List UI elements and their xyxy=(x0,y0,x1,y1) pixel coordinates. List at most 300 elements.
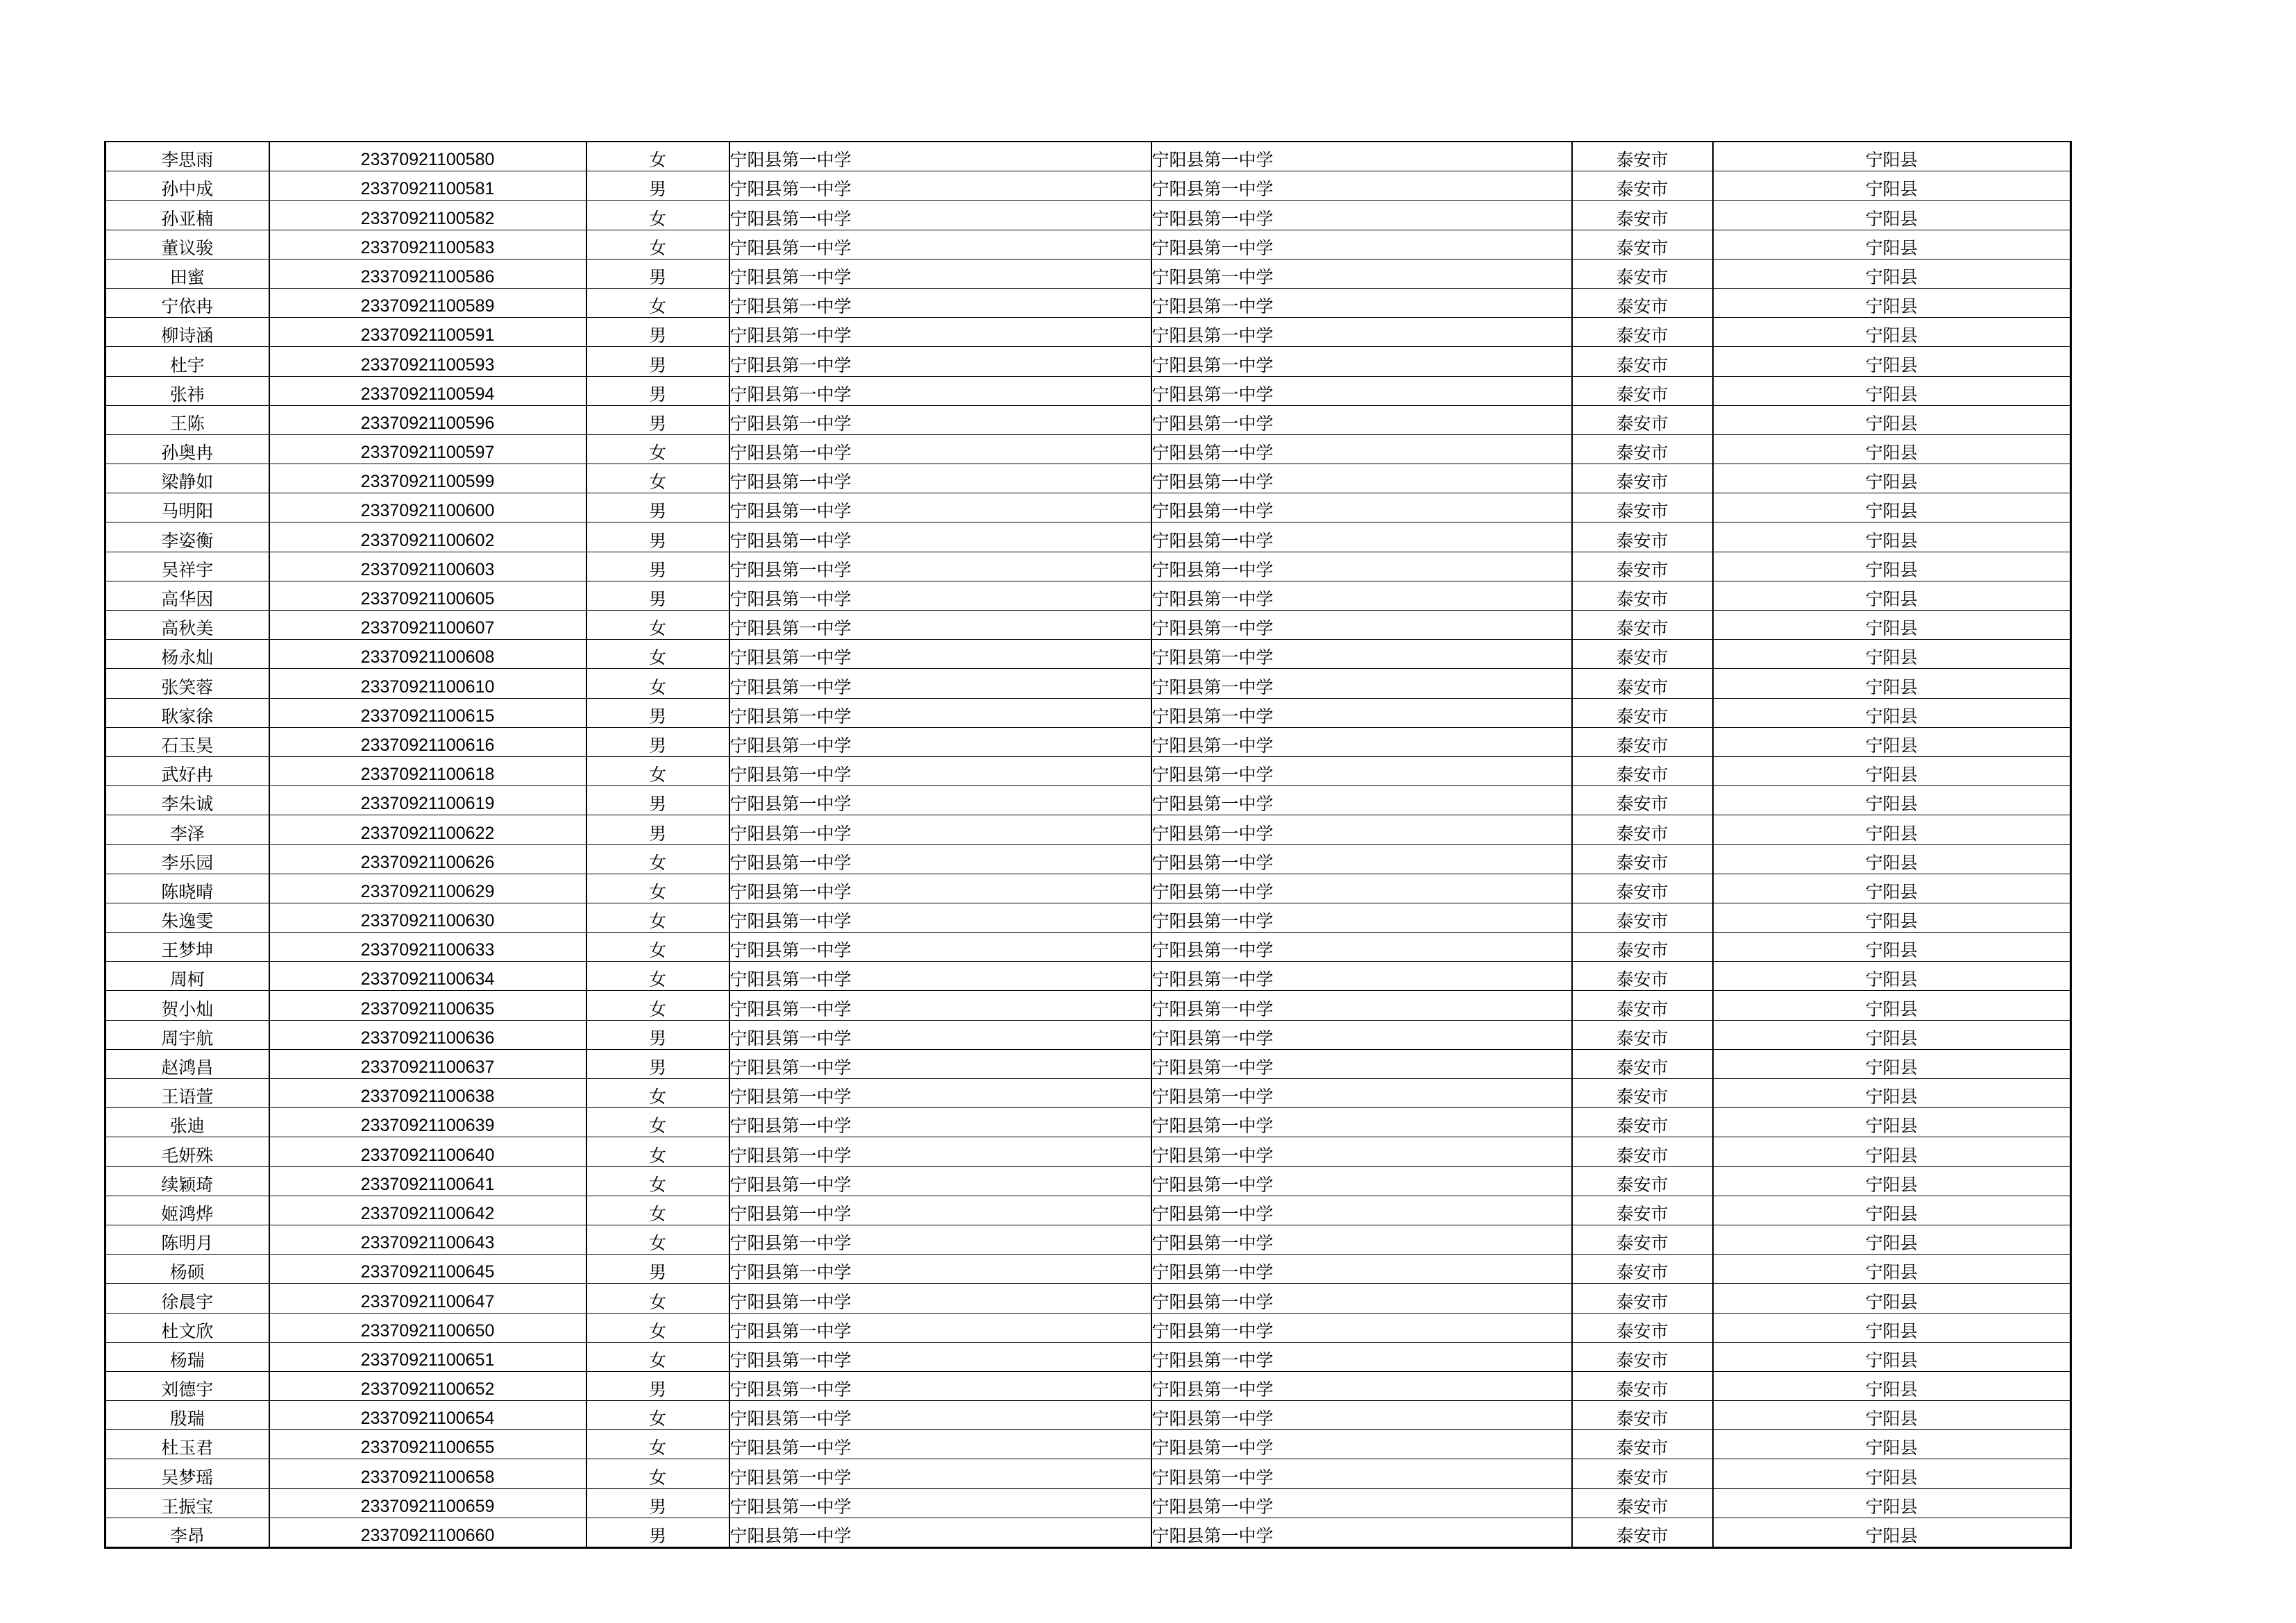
gender-cell: 女 xyxy=(586,1313,729,1342)
student-name-cell: 刘德宇 xyxy=(105,1371,269,1400)
table-row xyxy=(105,522,2071,552)
county-cell: 宁阳县 xyxy=(1713,1430,2071,1459)
school-cell: 宁阳县第一中学 xyxy=(729,756,1151,785)
county-cell: 宁阳县 xyxy=(1713,171,2071,201)
county-cell: 宁阳县 xyxy=(1713,1313,2071,1342)
table-row xyxy=(105,376,2071,405)
student-name-cell: 吴梦瑶 xyxy=(105,1459,269,1488)
table-row xyxy=(105,552,2071,581)
student-name-cell: 王语萱 xyxy=(105,1079,269,1108)
school-cell: 宁阳县第一中学 xyxy=(729,1488,1151,1518)
school-cell: 宁阳县第一中学 xyxy=(729,142,1151,171)
school-cell: 宁阳县第一中学 xyxy=(729,552,1151,581)
exam-number-cell: 23370921100660 xyxy=(269,1518,586,1547)
exam-number-cell: 23370921100654 xyxy=(269,1401,586,1430)
exam-number-cell: 23370921100586 xyxy=(269,259,586,288)
county-cell: 宁阳县 xyxy=(1713,142,2071,171)
student-name-cell: 高华因 xyxy=(105,581,269,610)
exam-number-cell: 23370921100633 xyxy=(269,933,586,962)
city-cell: 泰安市 xyxy=(1572,1459,1713,1488)
student-name-cell: 张笑蓉 xyxy=(105,669,269,698)
city-cell: 泰安市 xyxy=(1572,347,1713,376)
school-cell: 宁阳县第一中学 xyxy=(729,1342,1151,1371)
city-cell: 泰安市 xyxy=(1572,318,1713,347)
gender-cell: 女 xyxy=(586,1342,729,1371)
county-cell: 宁阳县 xyxy=(1713,727,2071,756)
gender-cell: 男 xyxy=(586,786,729,815)
county-cell: 宁阳县 xyxy=(1713,903,2071,932)
graduation-school-cell: 宁阳县第一中学 xyxy=(1151,698,1572,727)
table-row xyxy=(105,640,2071,669)
gender-cell: 女 xyxy=(586,844,729,874)
school-cell: 宁阳县第一中学 xyxy=(729,581,1151,610)
exam-number-cell: 23370921100597 xyxy=(269,434,586,464)
gender-cell: 女 xyxy=(586,230,729,259)
city-cell: 泰安市 xyxy=(1572,991,1713,1020)
exam-number-cell: 23370921100651 xyxy=(269,1342,586,1371)
graduation-school-cell: 宁阳县第一中学 xyxy=(1151,493,1572,522)
graduation-school-cell: 宁阳县第一中学 xyxy=(1151,1196,1572,1225)
table-row xyxy=(105,727,2071,756)
graduation-school-cell: 宁阳县第一中学 xyxy=(1151,874,1572,903)
graduation-school-cell: 宁阳县第一中学 xyxy=(1151,1137,1572,1166)
city-cell: 泰安市 xyxy=(1572,1137,1713,1166)
school-cell: 宁阳县第一中学 xyxy=(729,1225,1151,1254)
student-name-cell: 朱逸雯 xyxy=(105,903,269,932)
graduation-school-cell: 宁阳县第一中学 xyxy=(1151,1166,1572,1196)
city-cell: 泰安市 xyxy=(1572,1518,1713,1547)
gender-cell: 女 xyxy=(586,1401,729,1430)
graduation-school-cell: 宁阳县第一中学 xyxy=(1151,786,1572,815)
student-name-cell: 毛妍殊 xyxy=(105,1137,269,1166)
table-row xyxy=(105,434,2071,464)
gender-cell: 女 xyxy=(586,201,729,230)
student-name-cell: 陈晓晴 xyxy=(105,874,269,903)
county-cell: 宁阳县 xyxy=(1713,1079,2071,1108)
graduation-school-cell: 宁阳县第一中学 xyxy=(1151,464,1572,493)
student-name-cell: 杨永灿 xyxy=(105,640,269,669)
exam-number-cell: 23370921100642 xyxy=(269,1196,586,1225)
county-cell: 宁阳县 xyxy=(1713,1020,2071,1049)
gender-cell: 女 xyxy=(586,962,729,991)
gender-cell: 男 xyxy=(586,815,729,844)
student-name-cell: 宁依冉 xyxy=(105,288,269,317)
city-cell: 泰安市 xyxy=(1572,640,1713,669)
school-cell: 宁阳县第一中学 xyxy=(729,318,1151,347)
gender-cell: 男 xyxy=(586,1371,729,1400)
graduation-school-cell: 宁阳县第一中学 xyxy=(1151,815,1572,844)
student-name-cell: 梁静如 xyxy=(105,464,269,493)
exam-number-cell: 23370921100655 xyxy=(269,1430,586,1459)
table-row xyxy=(105,1401,2071,1430)
exam-number-cell: 23370921100615 xyxy=(269,698,586,727)
table-row xyxy=(105,1166,2071,1196)
graduation-school-cell: 宁阳县第一中学 xyxy=(1151,434,1572,464)
exam-number-cell: 23370921100610 xyxy=(269,669,586,698)
graduation-school-cell: 宁阳县第一中学 xyxy=(1151,230,1572,259)
gender-cell: 男 xyxy=(586,727,729,756)
graduation-school-cell: 宁阳县第一中学 xyxy=(1151,376,1572,405)
student-name-cell: 陈明月 xyxy=(105,1225,269,1254)
student-name-cell: 殷瑞 xyxy=(105,1401,269,1430)
gender-cell: 女 xyxy=(586,1108,729,1137)
county-cell: 宁阳县 xyxy=(1713,1166,2071,1196)
county-cell: 宁阳县 xyxy=(1713,1401,2071,1430)
school-cell: 宁阳县第一中学 xyxy=(729,405,1151,434)
student-name-cell: 柳诗涵 xyxy=(105,318,269,347)
table-row xyxy=(105,874,2071,903)
student-name-cell: 姬鸿烨 xyxy=(105,1196,269,1225)
table-row xyxy=(105,1488,2071,1518)
gender-cell: 男 xyxy=(586,1255,729,1284)
table-row xyxy=(105,1137,2071,1166)
student-name-cell: 武好冉 xyxy=(105,756,269,785)
school-cell: 宁阳县第一中学 xyxy=(729,727,1151,756)
table-row xyxy=(105,201,2071,230)
gender-cell: 女 xyxy=(586,1430,729,1459)
gender-cell: 女 xyxy=(586,756,729,785)
school-cell: 宁阳县第一中学 xyxy=(729,611,1151,640)
roster-body xyxy=(105,142,2071,1548)
gender-cell: 男 xyxy=(586,522,729,552)
gender-cell: 女 xyxy=(586,1137,729,1166)
table-row xyxy=(105,1342,2071,1371)
county-cell: 宁阳县 xyxy=(1713,552,2071,581)
gender-cell: 男 xyxy=(586,1488,729,1518)
school-cell: 宁阳县第一中学 xyxy=(729,230,1151,259)
table-row xyxy=(105,230,2071,259)
graduation-school-cell: 宁阳县第一中学 xyxy=(1151,288,1572,317)
school-cell: 宁阳县第一中学 xyxy=(729,903,1151,932)
student-name-cell: 杜宇 xyxy=(105,347,269,376)
exam-number-cell: 23370921100645 xyxy=(269,1255,586,1284)
exam-number-cell: 23370921100600 xyxy=(269,493,586,522)
table-row xyxy=(105,903,2071,932)
graduation-school-cell: 宁阳县第一中学 xyxy=(1151,1020,1572,1049)
county-cell: 宁阳县 xyxy=(1713,669,2071,698)
student-name-cell: 李昂 xyxy=(105,1518,269,1547)
student-name-cell: 田蜜 xyxy=(105,259,269,288)
table-row xyxy=(105,1459,2071,1488)
school-cell: 宁阳县第一中学 xyxy=(729,259,1151,288)
school-cell: 宁阳县第一中学 xyxy=(729,376,1151,405)
exam-number-cell: 23370921100629 xyxy=(269,874,586,903)
table-row xyxy=(105,786,2071,815)
graduation-school-cell: 宁阳县第一中学 xyxy=(1151,1430,1572,1459)
county-cell: 宁阳县 xyxy=(1713,815,2071,844)
county-cell: 宁阳县 xyxy=(1713,1371,2071,1400)
exam-number-cell: 23370921100582 xyxy=(269,201,586,230)
table-row xyxy=(105,288,2071,317)
graduation-school-cell: 宁阳县第一中学 xyxy=(1151,142,1572,171)
city-cell: 泰安市 xyxy=(1572,581,1713,610)
gender-cell: 男 xyxy=(586,1518,729,1547)
school-cell: 宁阳县第一中学 xyxy=(729,288,1151,317)
exam-number-cell: 23370921100594 xyxy=(269,376,586,405)
school-cell: 宁阳县第一中学 xyxy=(729,844,1151,874)
school-cell: 宁阳县第一中学 xyxy=(729,1430,1151,1459)
county-cell: 宁阳县 xyxy=(1713,405,2071,434)
graduation-school-cell: 宁阳县第一中学 xyxy=(1151,522,1572,552)
student-name-cell: 周柯 xyxy=(105,962,269,991)
school-cell: 宁阳县第一中学 xyxy=(729,464,1151,493)
table-row xyxy=(105,669,2071,698)
gender-cell: 女 xyxy=(586,874,729,903)
roster-sheet xyxy=(104,141,2070,1549)
gender-cell: 女 xyxy=(586,1166,729,1196)
city-cell: 泰安市 xyxy=(1572,1108,1713,1137)
school-cell: 宁阳县第一中学 xyxy=(729,698,1151,727)
exam-number-cell: 23370921100640 xyxy=(269,1137,586,1166)
school-cell: 宁阳县第一中学 xyxy=(729,1255,1151,1284)
school-cell: 宁阳县第一中学 xyxy=(729,1079,1151,1108)
exam-number-cell: 23370921100603 xyxy=(269,552,586,581)
student-name-cell: 杨硕 xyxy=(105,1255,269,1284)
exam-number-cell: 23370921100589 xyxy=(269,288,586,317)
table-row xyxy=(105,1284,2071,1313)
graduation-school-cell: 宁阳县第一中学 xyxy=(1151,1049,1572,1078)
gender-cell: 男 xyxy=(586,318,729,347)
exam-number-cell: 23370921100641 xyxy=(269,1166,586,1196)
gender-cell: 男 xyxy=(586,347,729,376)
gender-cell: 女 xyxy=(586,1079,729,1108)
gender-cell: 男 xyxy=(586,1020,729,1049)
table-row xyxy=(105,259,2071,288)
county-cell: 宁阳县 xyxy=(1713,611,2071,640)
city-cell: 泰安市 xyxy=(1572,1284,1713,1313)
student-name-cell: 王梦坤 xyxy=(105,933,269,962)
student-name-cell: 续颖琦 xyxy=(105,1166,269,1196)
gender-cell: 女 xyxy=(586,903,729,932)
city-cell: 泰安市 xyxy=(1572,259,1713,288)
city-cell: 泰安市 xyxy=(1572,1371,1713,1400)
county-cell: 宁阳县 xyxy=(1713,991,2071,1020)
city-cell: 泰安市 xyxy=(1572,1255,1713,1284)
student-name-cell: 高秋美 xyxy=(105,611,269,640)
student-roster-table xyxy=(104,141,2072,1549)
graduation-school-cell: 宁阳县第一中学 xyxy=(1151,611,1572,640)
exam-number-cell: 23370921100580 xyxy=(269,142,586,171)
school-cell: 宁阳县第一中学 xyxy=(729,815,1151,844)
school-cell: 宁阳县第一中学 xyxy=(729,874,1151,903)
city-cell: 泰安市 xyxy=(1572,962,1713,991)
exam-number-cell: 23370921100583 xyxy=(269,230,586,259)
exam-number-cell: 23370921100630 xyxy=(269,903,586,932)
city-cell: 泰安市 xyxy=(1572,201,1713,230)
graduation-school-cell: 宁阳县第一中学 xyxy=(1151,581,1572,610)
student-name-cell: 孙亚楠 xyxy=(105,201,269,230)
county-cell: 宁阳县 xyxy=(1713,201,2071,230)
graduation-school-cell: 宁阳县第一中学 xyxy=(1151,171,1572,201)
student-name-cell: 周宇航 xyxy=(105,1020,269,1049)
school-cell: 宁阳县第一中学 xyxy=(729,1108,1151,1137)
table-row xyxy=(105,581,2071,610)
city-cell: 泰安市 xyxy=(1572,522,1713,552)
school-cell: 宁阳县第一中学 xyxy=(729,962,1151,991)
exam-number-cell: 23370921100647 xyxy=(269,1284,586,1313)
county-cell: 宁阳县 xyxy=(1713,288,2071,317)
county-cell: 宁阳县 xyxy=(1713,493,2071,522)
county-cell: 宁阳县 xyxy=(1713,933,2071,962)
table-row xyxy=(105,464,2071,493)
student-name-cell: 孙中成 xyxy=(105,171,269,201)
city-cell: 泰安市 xyxy=(1572,844,1713,874)
city-cell: 泰安市 xyxy=(1572,493,1713,522)
city-cell: 泰安市 xyxy=(1572,698,1713,727)
student-name-cell: 赵鸿昌 xyxy=(105,1049,269,1078)
student-name-cell: 张祎 xyxy=(105,376,269,405)
graduation-school-cell: 宁阳县第一中学 xyxy=(1151,1342,1572,1371)
school-cell: 宁阳县第一中学 xyxy=(729,640,1151,669)
exam-number-cell: 23370921100605 xyxy=(269,581,586,610)
county-cell: 宁阳县 xyxy=(1713,464,2071,493)
exam-number-cell: 23370921100636 xyxy=(269,1020,586,1049)
student-name-cell: 张迪 xyxy=(105,1108,269,1137)
city-cell: 泰安市 xyxy=(1572,1079,1713,1108)
graduation-school-cell: 宁阳县第一中学 xyxy=(1151,640,1572,669)
gender-cell: 女 xyxy=(586,991,729,1020)
student-name-cell: 吴祥宇 xyxy=(105,552,269,581)
county-cell: 宁阳县 xyxy=(1713,1255,2071,1284)
school-cell: 宁阳县第一中学 xyxy=(729,434,1151,464)
county-cell: 宁阳县 xyxy=(1713,581,2071,610)
table-row xyxy=(105,493,2071,522)
gender-cell: 男 xyxy=(586,171,729,201)
school-cell: 宁阳县第一中学 xyxy=(729,1020,1151,1049)
city-cell: 泰安市 xyxy=(1572,727,1713,756)
table-row xyxy=(105,1225,2071,1254)
gender-cell: 女 xyxy=(586,611,729,640)
school-cell: 宁阳县第一中学 xyxy=(729,1371,1151,1400)
county-cell: 宁阳县 xyxy=(1713,1488,2071,1518)
table-row xyxy=(105,1313,2071,1342)
gender-cell: 女 xyxy=(586,1196,729,1225)
exam-number-cell: 23370921100593 xyxy=(269,347,586,376)
student-name-cell: 李乐园 xyxy=(105,844,269,874)
graduation-school-cell: 宁阳县第一中学 xyxy=(1151,1459,1572,1488)
table-row xyxy=(105,815,2071,844)
county-cell: 宁阳县 xyxy=(1713,698,2071,727)
school-cell: 宁阳县第一中学 xyxy=(729,1137,1151,1166)
school-cell: 宁阳县第一中学 xyxy=(729,1284,1151,1313)
gender-cell: 女 xyxy=(586,142,729,171)
gender-cell: 男 xyxy=(586,552,729,581)
table-row xyxy=(105,611,2071,640)
student-name-cell: 李朱诚 xyxy=(105,786,269,815)
exam-number-cell: 23370921100650 xyxy=(269,1313,586,1342)
county-cell: 宁阳县 xyxy=(1713,640,2071,669)
exam-number-cell: 23370921100643 xyxy=(269,1225,586,1254)
city-cell: 泰安市 xyxy=(1572,933,1713,962)
school-cell: 宁阳县第一中学 xyxy=(729,1518,1151,1547)
graduation-school-cell: 宁阳县第一中学 xyxy=(1151,1255,1572,1284)
exam-number-cell: 23370921100619 xyxy=(269,786,586,815)
table-row xyxy=(105,962,2071,991)
gender-cell: 男 xyxy=(586,1049,729,1078)
county-cell: 宁阳县 xyxy=(1713,844,2071,874)
graduation-school-cell: 宁阳县第一中学 xyxy=(1151,1371,1572,1400)
school-cell: 宁阳县第一中学 xyxy=(729,522,1151,552)
county-cell: 宁阳县 xyxy=(1713,756,2071,785)
student-name-cell: 贺小灿 xyxy=(105,991,269,1020)
county-cell: 宁阳县 xyxy=(1713,1049,2071,1078)
gender-cell: 男 xyxy=(586,698,729,727)
city-cell: 泰安市 xyxy=(1572,1166,1713,1196)
exam-number-cell: 23370921100635 xyxy=(269,991,586,1020)
gender-cell: 女 xyxy=(586,1225,729,1254)
student-name-cell: 杜文欣 xyxy=(105,1313,269,1342)
county-cell: 宁阳县 xyxy=(1713,1196,2071,1225)
table-row xyxy=(105,1108,2071,1137)
city-cell: 泰安市 xyxy=(1572,786,1713,815)
school-cell: 宁阳县第一中学 xyxy=(729,1166,1151,1196)
exam-number-cell: 23370921100626 xyxy=(269,844,586,874)
county-cell: 宁阳县 xyxy=(1713,522,2071,552)
graduation-school-cell: 宁阳县第一中学 xyxy=(1151,903,1572,932)
gender-cell: 女 xyxy=(586,464,729,493)
exam-number-cell: 23370921100608 xyxy=(269,640,586,669)
student-name-cell: 王振宝 xyxy=(105,1488,269,1518)
city-cell: 泰安市 xyxy=(1572,1049,1713,1078)
graduation-school-cell: 宁阳县第一中学 xyxy=(1151,727,1572,756)
city-cell: 泰安市 xyxy=(1572,171,1713,201)
school-cell: 宁阳县第一中学 xyxy=(729,786,1151,815)
table-row xyxy=(105,698,2071,727)
graduation-school-cell: 宁阳县第一中学 xyxy=(1151,1079,1572,1108)
graduation-school-cell: 宁阳县第一中学 xyxy=(1151,1518,1572,1547)
gender-cell: 女 xyxy=(586,640,729,669)
table-row xyxy=(105,1430,2071,1459)
county-cell: 宁阳县 xyxy=(1713,1518,2071,1547)
graduation-school-cell: 宁阳县第一中学 xyxy=(1151,1313,1572,1342)
exam-number-cell: 23370921100637 xyxy=(269,1049,586,1078)
school-cell: 宁阳县第一中学 xyxy=(729,1313,1151,1342)
gender-cell: 女 xyxy=(586,1284,729,1313)
county-cell: 宁阳县 xyxy=(1713,1284,2071,1313)
school-cell: 宁阳县第一中学 xyxy=(729,1459,1151,1488)
table-row xyxy=(105,1518,2071,1547)
gender-cell: 女 xyxy=(586,933,729,962)
exam-number-cell: 23370921100607 xyxy=(269,611,586,640)
city-cell: 泰安市 xyxy=(1572,552,1713,581)
city-cell: 泰安市 xyxy=(1572,1313,1713,1342)
gender-cell: 女 xyxy=(586,434,729,464)
city-cell: 泰安市 xyxy=(1572,756,1713,785)
city-cell: 泰安市 xyxy=(1572,874,1713,903)
exam-number-cell: 23370921100658 xyxy=(269,1459,586,1488)
county-cell: 宁阳县 xyxy=(1713,962,2071,991)
city-cell: 泰安市 xyxy=(1572,1430,1713,1459)
county-cell: 宁阳县 xyxy=(1713,786,2071,815)
gender-cell: 女 xyxy=(586,669,729,698)
exam-number-cell: 23370921100616 xyxy=(269,727,586,756)
exam-number-cell: 23370921100638 xyxy=(269,1079,586,1108)
table-row xyxy=(105,1049,2071,1078)
county-cell: 宁阳县 xyxy=(1713,376,2071,405)
exam-number-cell: 23370921100596 xyxy=(269,405,586,434)
school-cell: 宁阳县第一中学 xyxy=(729,991,1151,1020)
city-cell: 泰安市 xyxy=(1572,1401,1713,1430)
school-cell: 宁阳县第一中学 xyxy=(729,493,1151,522)
student-name-cell: 李泽 xyxy=(105,815,269,844)
graduation-school-cell: 宁阳县第一中学 xyxy=(1151,405,1572,434)
city-cell: 泰安市 xyxy=(1572,815,1713,844)
city-cell: 泰安市 xyxy=(1572,142,1713,171)
graduation-school-cell: 宁阳县第一中学 xyxy=(1151,552,1572,581)
city-cell: 泰安市 xyxy=(1572,903,1713,932)
student-name-cell: 马明阳 xyxy=(105,493,269,522)
student-name-cell: 李思雨 xyxy=(105,142,269,171)
